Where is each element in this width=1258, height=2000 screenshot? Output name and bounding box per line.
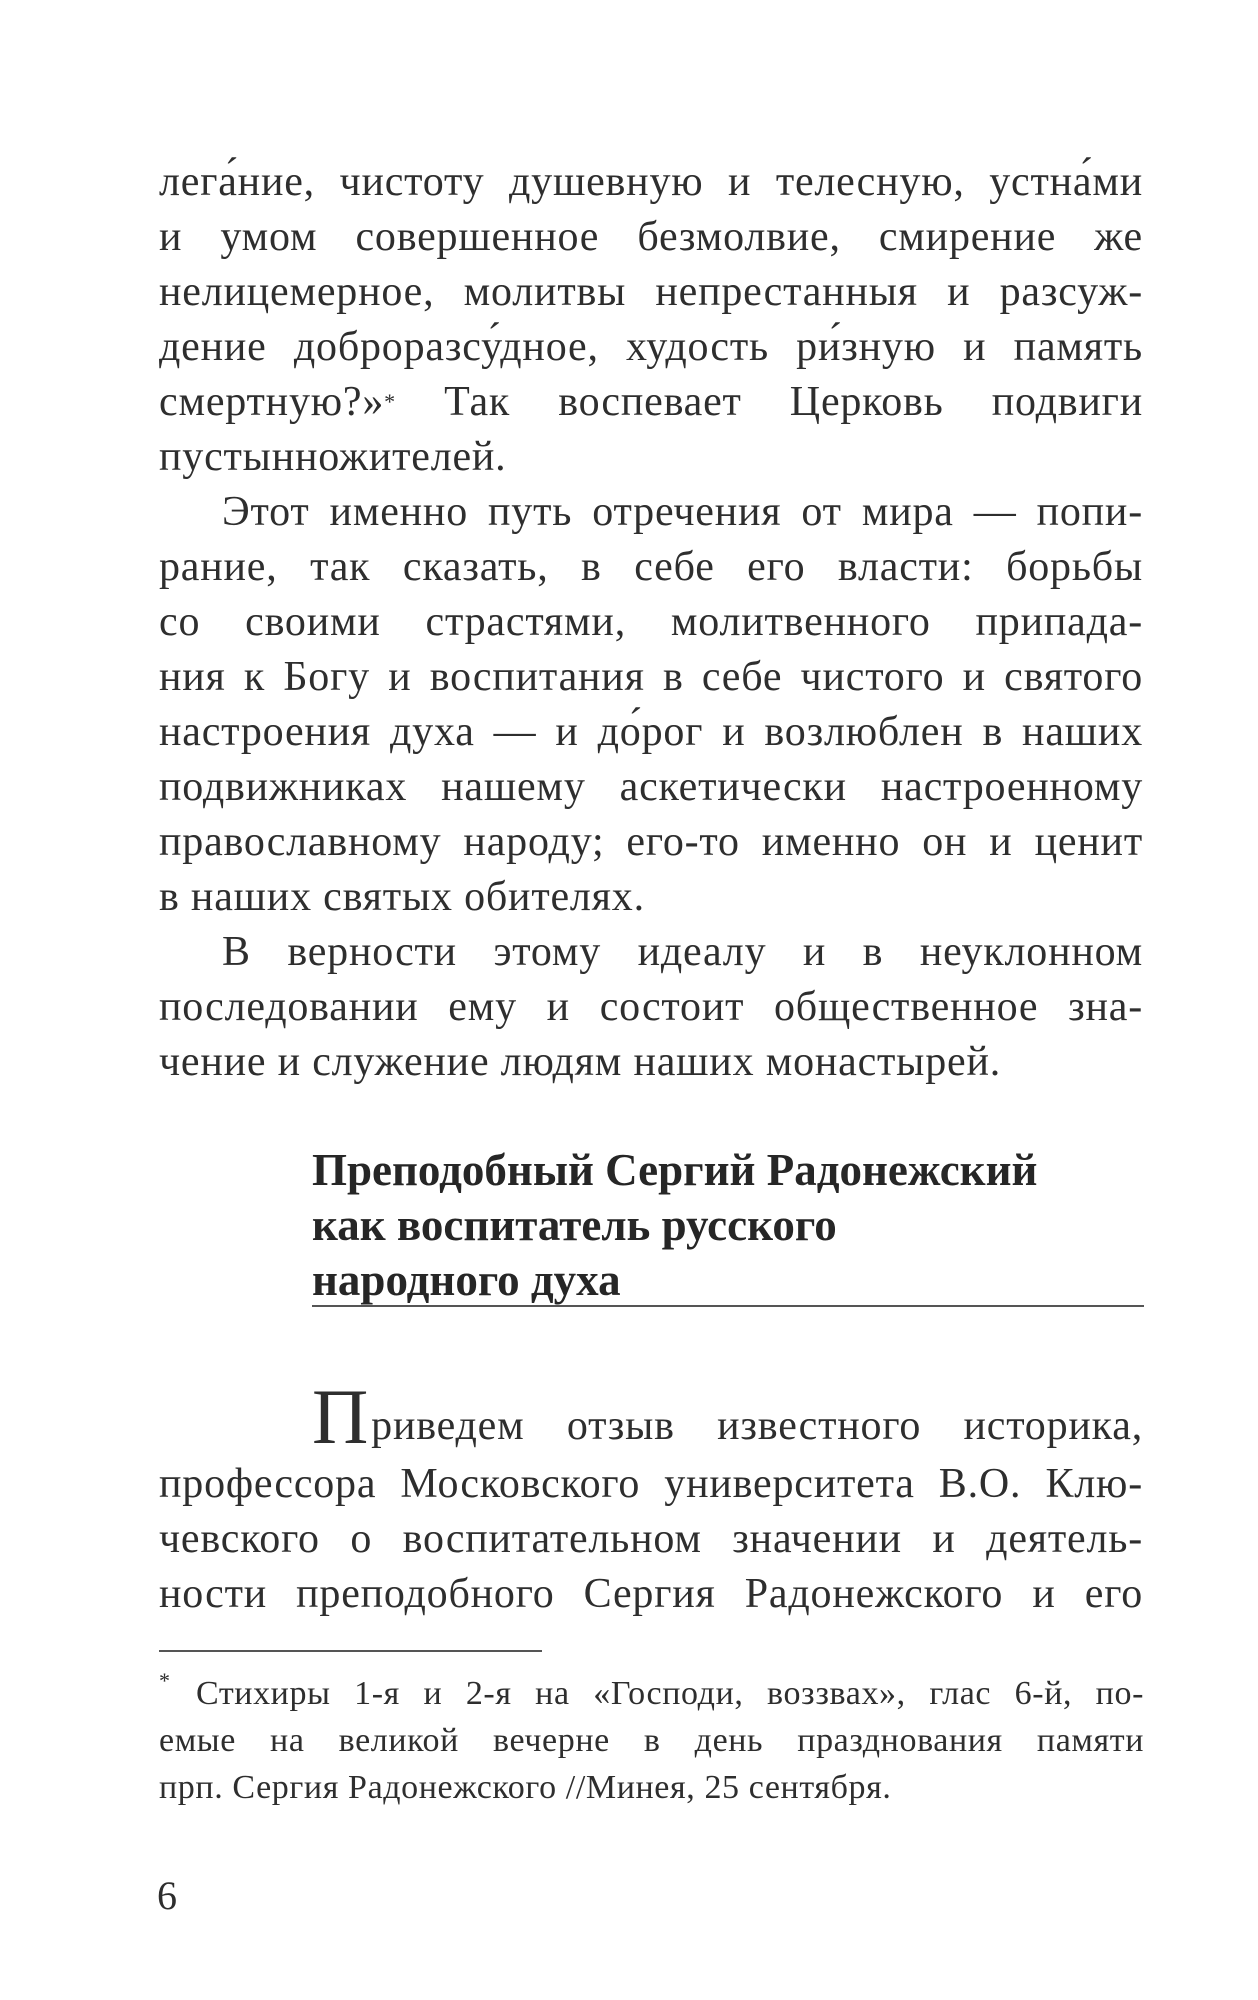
footnote-mark: * (159, 1668, 170, 1693)
section-heading (312, 1143, 1162, 1308)
footnote-line: емые на великой вечерне в день празднования памяти (159, 1722, 1144, 1759)
text-line: в наших святых обителях. (159, 874, 645, 920)
text-line: лега́ние, чистоту душевную и телесную, устна́ми (159, 159, 1143, 205)
text-line: Этот именно путь отречения от мира — попи- (222, 489, 1143, 535)
text-line: рание, так сказать, в себе его власти: борьбы (159, 544, 1143, 590)
text-fragment: риведем отзыв известного историка, (371, 1403, 1143, 1449)
text-line (159, 375, 1143, 430)
text-line: профессора Московского университета В.О. Клю- (159, 1461, 1143, 1507)
footnote-line: прп. Сергия Радонежского //Минея, 25 сентября. (159, 1769, 892, 1806)
text-line: ния к Богу и воспитания в себе чистого и святого (159, 654, 1143, 700)
text-line: православному народу; его-то именно он и ценит (159, 819, 1143, 865)
footnote-line: Стихиры 1-я и 2-я на «Господи, воззвах», глас 6-й, по- (196, 1675, 1144, 1712)
text-fragment: смертную?» (159, 379, 385, 425)
heading-line: Преподобный Сергий Радонежский (312, 1145, 1038, 1195)
text-line: настроения духа — и до́рог и возлюблен в наших (159, 709, 1143, 755)
text-line: пустынножителей. (159, 434, 507, 480)
footnote-reference: * (384, 389, 396, 414)
text-line: чевского о воспитательном значении и деятель- (159, 1516, 1143, 1562)
text-line: подвижниках нашему аскетически настроенному (159, 764, 1143, 810)
text-line: В верности этому идеалу и в неуклонном (222, 929, 1143, 975)
heading-line: народного духа (312, 1255, 621, 1305)
page-number: 6 (157, 1873, 177, 1918)
drop-cap: П (312, 1373, 370, 1460)
text-line (312, 1373, 1143, 1460)
text-line: последовании ему и состоит общественное зна- (159, 984, 1143, 1030)
text-line: чение и служение людям наших монастырей. (159, 1039, 1002, 1085)
text-line: и умом совершенное безмолвие, смирение же (159, 214, 1143, 260)
text-line: дение доброразсу́дное, худость ри́зную и память (159, 324, 1143, 370)
text-line: нелицемерное, молитвы непрестанныя и разсуж- (159, 269, 1143, 315)
text-line: со своими страстями, молитвенного припада- (159, 599, 1143, 645)
text-line: ности преподобного Сергия Радонежского и его (159, 1571, 1143, 1617)
heading-underline (312, 1305, 1144, 1307)
text-fragment: Так воспевает Церковь подвиги (395, 379, 1143, 425)
heading-line: как воспитатель русского (312, 1200, 837, 1250)
footnote-divider (159, 1650, 542, 1652)
